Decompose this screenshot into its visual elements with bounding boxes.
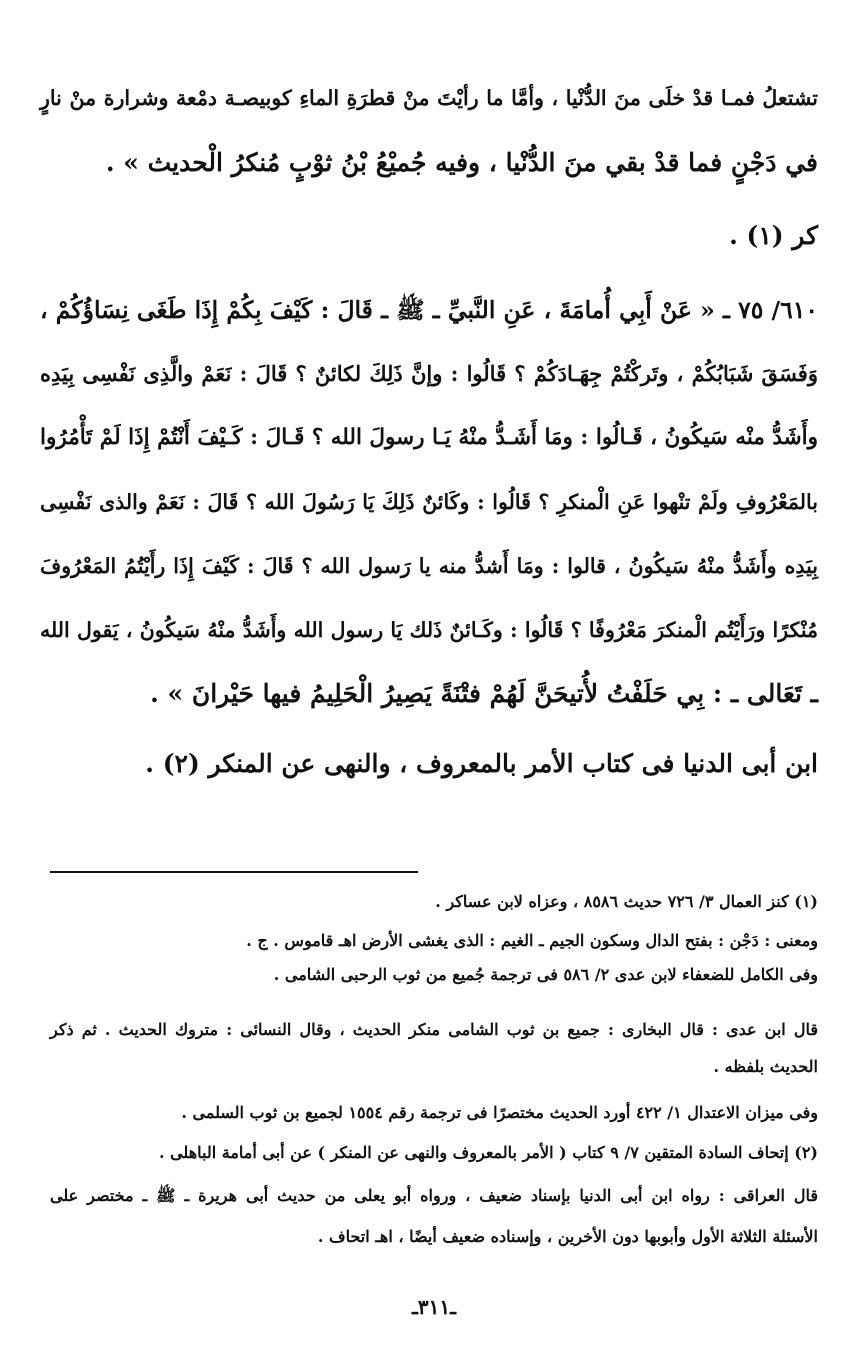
- text-line: بِيَدِه وأَشَدُّ منْهُ سَيكُونُ ، قالوا : ومَا أَشدُّ منه يا رَسول الله ؟ قَالَ : كَيْفَ إِذَا رأَيْتُمُ المَعْرُوفَ: [40, 554, 818, 578]
- footnote-line: (٢) إتحاف السادة المتقين ٧/ ٩ كتاب ( الأمر بالمعروف والنهى عن المنكر ) عن أبى أمامة الباهلى .: [158, 1143, 818, 1162]
- footnote-line: ومعنى : دَجْن : بفتح الدال وسكون الجيم ـ الغيم : الذى يغشى الأرض اهـ قاموس . ج .: [246, 931, 818, 950]
- text-line: وَفَسَقَ شَبَابُكُمْ ، وتَركْتُمْ جِهَـادَكُمْ ؟ قَالُوا : وإنَّ ذَلِكَ لكائنٌ ؟ قَالَ : نَعَمْ والَّذِى نَفْسِى بِيَدِه: [40, 361, 818, 386]
- text-line: ـ تَعَالى ـ : بِي حَلَفْتُ لأُتيحَنَّ لَهُمْ فتْنَةً يَصِيرُ الْحَلِيمُ فيها حَيْرانَ » .: [150, 679, 818, 708]
- footnote-line: وفى ميزان الاعتدال ١/ ٤٢٢ أورد الحديث مختصرًا فى ترجمة رقم ١٥٥٤ لجميع بن ثوب السلمى .: [181, 1103, 818, 1122]
- page-number: ـ٣١١ـ: [412, 1295, 456, 1319]
- footnote-divider: [50, 871, 418, 873]
- footnote-line: الحديث بلفظه .: [713, 1057, 818, 1076]
- text-line: بالمَعْرُوفِ ولَمْ تنْهوا عَنِ الْمنكرِ ؟ قَالُوا : وكَائنٌ ذَلِكَ يَا رَسُولَ الله ؟ قَالَ : نَعَمْ والذى نَفْسِى: [40, 490, 818, 514]
- source-citation: كر (١) .: [729, 221, 818, 250]
- text-line: في دَجْنٍ فما قدْ بقي منَ الدُّنْيا ، وفيه جُميْعُ بْنُ ثوْبٍ مُنكرُ الْحديث » .: [105, 148, 818, 177]
- footnote-line: قال ابن عدى : قال البخارى : جميع بن ثوب الشامى منكر الحديث ، وقال النسائى : متروك الحديث . ثم ذكر: [50, 1020, 818, 1039]
- text-line: وأَشَدُّ منْه سَيكُونُ ، قَـالُوا : ومَا أَشَـدُّ منْهُ يَـا رسولَ الله ؟ قَـالَ : كَـيْفَ أَنْتُمْ إِذَا لَمْ تَأْمُرُوا: [40, 425, 818, 450]
- source-citation: ابن أبى الدنيا فى كتاب الأمر بالمعروف ، والنهى عن المنكر (٢) .: [145, 749, 818, 778]
- footnote-line: (١) كنز العمال ٣/ ٧٢٦ حديث ٨٥٨٦ ، وعزاه لابن عساكر .: [435, 892, 818, 911]
- footnote-line: قال العراقى : رواه ابن أبى الدنيا بإسناد ضعيف ، ورواه أبو يعلى من حديث أبى هريرة ـ ﷺ ـ مختصر على: [50, 1186, 818, 1205]
- hadith-heading-line: ٦١٠/ ٧٥ ـ « عَنْ أَبِي أُمامَةَ ، عَنِ النَّبيِّ ـ ﷺ ـ قَالَ : كَيْفَ بِكُمْ إِذَا طَغَى نِسَاؤُكُمْ ،: [40, 296, 818, 324]
- text-line: مُنْكرًا ورَأَيْتُم الْمنكرَ مَعْرُوفًا ؟ قَالُوا : وكَـائنٌ ذَلك يَا رسول الله وأَشَدُّ منْهُ سَيكُونُ ، يَقول الله: [40, 618, 818, 642]
- footnote-line: الأسئلة الثلاثة الأول وأبوبها دون الأخرين ، وإسناده ضعيف أيضًا ، اهـ اتحاف .: [317, 1227, 818, 1246]
- footnote-line: وفى الكامل للضعفاء لابن عدى ٢/ ٥٨٦ فى ترجمة جُميع من ثوب الرحبى الشامى .: [273, 965, 818, 984]
- text-line: تشتعلُ فمـا قدْ خلَى منَ الدُّنْيا ، وأمَّا ما رأيْتَ منْ قطرَةِ الماءِ كوبيصـة دمْعة وشرارة منْ نارٍ: [40, 86, 818, 110]
